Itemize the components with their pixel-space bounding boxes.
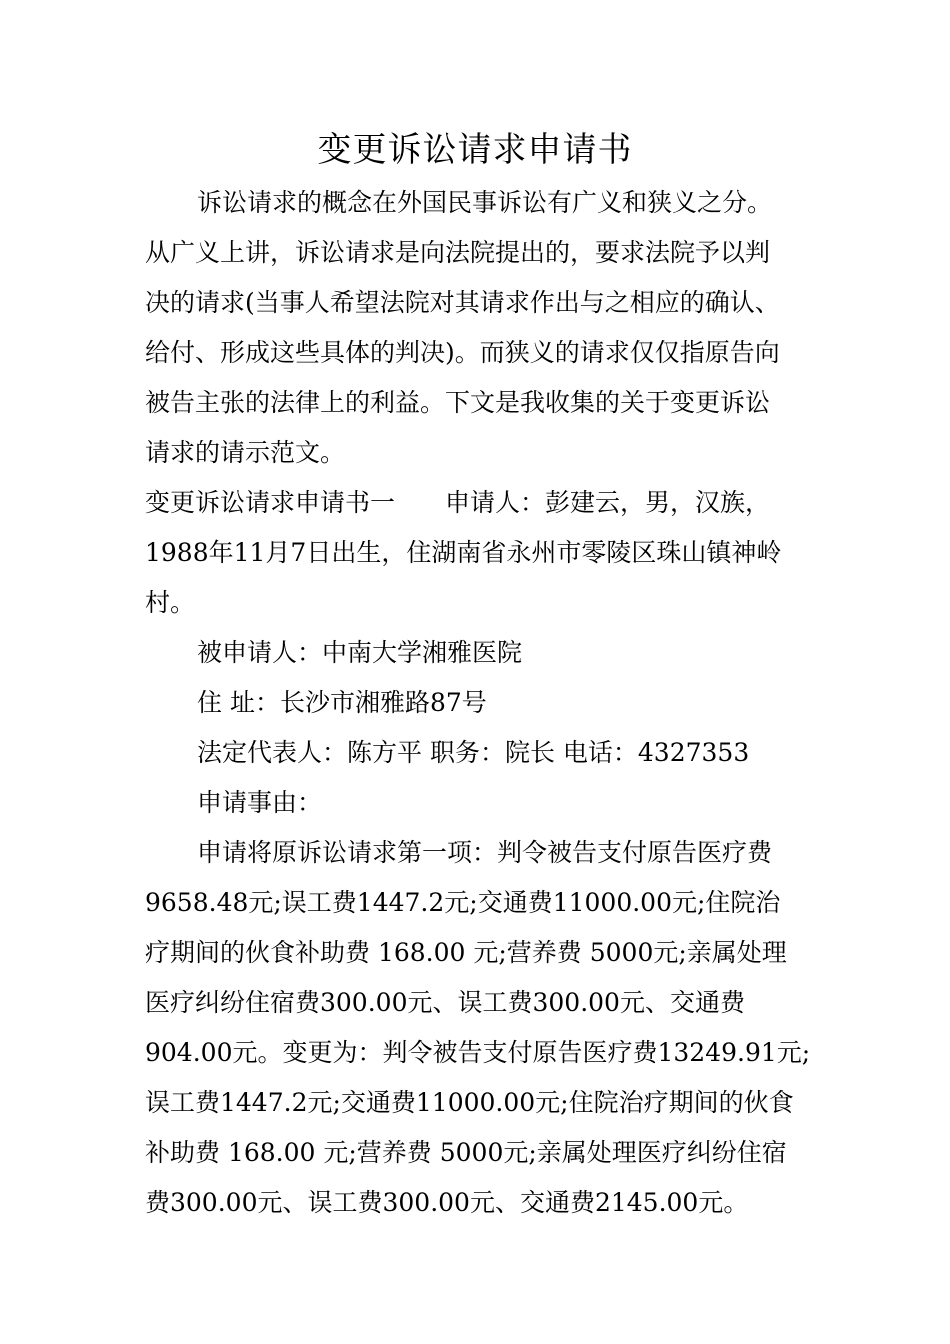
document-title: 变更诉讼请求申请书 (317, 130, 633, 170)
paragraph-line: 给付、形成这些具体的判决)。而狭义的请求仅仅指原告向 (145, 338, 780, 367)
paragraph-line: 村。 (145, 588, 196, 617)
paragraph-line: 从广义上讲，诉讼请求是向法院提出的，要求法院予以判 (145, 238, 771, 267)
reason-heading-line: 申请事由： (197, 788, 323, 817)
section-heading-line: 变更诉讼请求申请书一 申请人：彭建云，男，汉族， (145, 488, 771, 517)
respondent-line: 被申请人：中南大学湘雅医院 (197, 638, 523, 667)
paragraph-line: 1988年11月7日出生，住湖南省永州市零陵区珠山镇神岭 (145, 538, 782, 567)
address-line: 住 址：长沙市湘雅路87号 (197, 688, 487, 717)
legal-representative-line: 法定代表人：陈方平 职务：院长 电话：4327353 (197, 738, 750, 767)
paragraph-line: 904.00元。变更为：判令被告支付原告医疗费13249.91元; (145, 1038, 811, 1067)
paragraph-line: 9658.48元;误工费1447.2元;交通费11000.00元;住院治 (145, 888, 781, 917)
paragraph-line: 决的请求(当事人希望法院对其请求作出与之相应的确认、 (145, 288, 780, 317)
paragraph-line: 诉讼请求的概念在外国民事诉讼有广义和狭义之分。 (197, 188, 773, 217)
paragraph-line: 被告主张的法律上的利益。下文是我收集的关于变更诉讼 (145, 388, 771, 417)
paragraph-line: 费300.00元、误工费300.00元、交通费2145.00元。 (145, 1188, 749, 1217)
paragraph-line: 医疗纠纷住宿费300.00元、误工费300.00元、交通费 (145, 988, 745, 1017)
paragraph-line: 补助费 168.00 元;营养费 5000元;亲属处理医疗纠纷住宿 (145, 1138, 787, 1167)
paragraph-line: 申请将原诉讼请求第一项：判令被告支付原告医疗费 (197, 838, 773, 867)
paragraph-line: 误工费1447.2元;交通费11000.00元;住院治疗期间的伙食 (145, 1088, 794, 1117)
paragraph-line: 请求的请示范文。 (145, 438, 346, 467)
paragraph-line: 疗期间的伙食补助费 168.00 元;营养费 5000元;亲属处理 (145, 938, 787, 967)
